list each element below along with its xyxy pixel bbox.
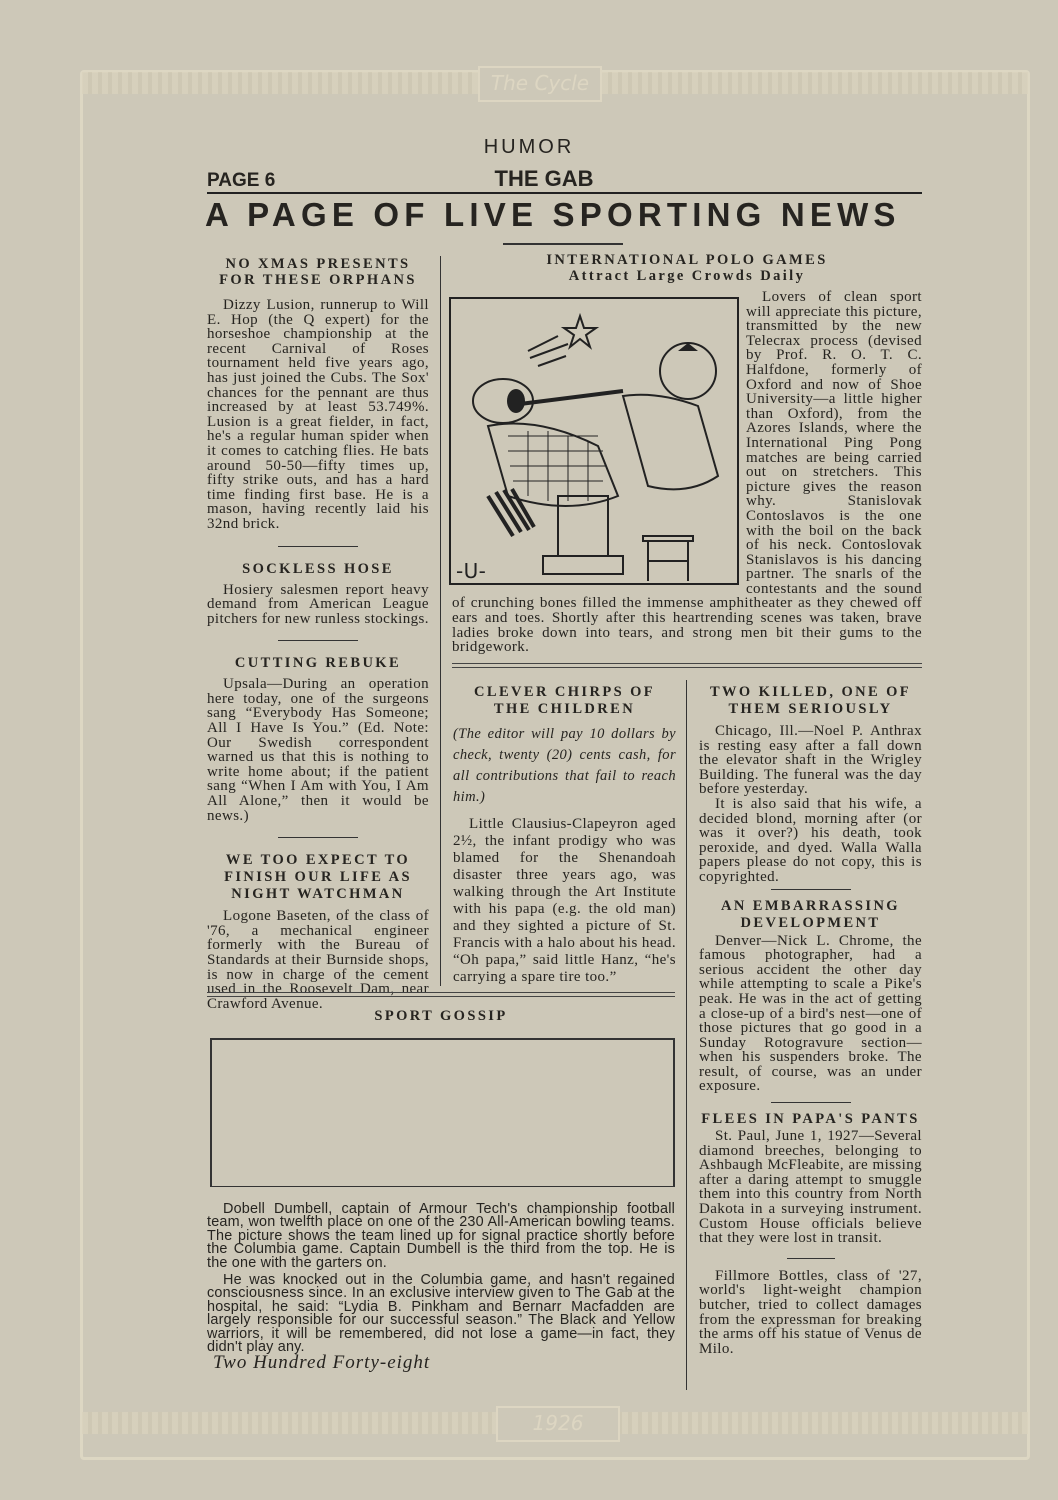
article-text: Dizzy Lusion, runnerup to Will E. Hop (the Q expert) for the horseshoe championship at the recent Carnival of Roses tournament held five years ago, has just joined the Cubs. The Sox' chances for the pennant are thus increased by at least 53.749%. Lusion is a great fielder, in fact, he's a regular human spider when it comes to catching flies. He bats around 50-50—fifty times up, fifty strike outs, and has a hard time finding first base. He is a mason, having recently laid his 32nd brick. xyxy=(207,297,429,532)
article-orphans xyxy=(207,256,429,532)
article-flees xyxy=(699,1111,922,1246)
cartoon-signature: -U- xyxy=(456,559,487,583)
team-photo-placeholder xyxy=(210,1038,675,1187)
article-text: Upsala—During an operation here today, one of the surgeons sang “Everybody Has Someone; All I Have Is You.” (Ed. Note: Our Swedish correspondent warned us that this is nothing to write home about; if the patient sang “When I Am with You, I Am All Alone,” then it would be news.) xyxy=(207,676,429,824)
editor-note: (The editor will pay 10 dollars by check, twenty (20) cents cash, for all contributions that fail to reach him.) xyxy=(453,726,676,805)
article-text: Dobell Dumbell, captain of Armour Tech's championship football team, won twelfth place on one of the 230 All-American bowling teams. The picture shows the team lined up for signal practice shortly before the Columbia game. Captain Dumbell is the third from the top. He is the one with the garters on. xyxy=(207,1201,675,1271)
article-heading: SPORT GOSSIP xyxy=(374,1008,508,1024)
article-text: Hosiery salesmen report heavy demand from American League pitchers for new runless stockings. xyxy=(207,581,429,627)
divider xyxy=(278,837,358,838)
article-text: Denver—Nick L. Chrome, the famous photographer, had a serious accident the other day while attempting to scale a Pike's peak. He was in the act of getting a close-up of a bird's nest—one of those pictures that go good in a Sunday Rotogravure section—when his suspenders broke. The result, of course, was an under exposure. xyxy=(699,932,922,1095)
left-column xyxy=(207,256,429,1011)
article-heading: SOCKLESS HOSE xyxy=(242,560,394,577)
divider xyxy=(787,1258,835,1259)
article-heading: CUTTING REBUKE xyxy=(234,655,402,672)
article-fillmore xyxy=(699,1269,922,1357)
top-ornament-label: The Cycle xyxy=(478,66,602,102)
divider xyxy=(278,546,358,547)
article-two-killed xyxy=(699,684,922,885)
headline-underline xyxy=(503,243,623,245)
article-heading: TWO KILLED, ONE OF THEM SERIOUSLY xyxy=(709,684,912,717)
article-clever-chirps xyxy=(453,684,676,986)
cartoon-image xyxy=(448,296,740,586)
column-divider-right xyxy=(686,680,687,1390)
article-heading: AN EMBARRASSING DEVELOPMENT xyxy=(720,897,900,931)
page-headline: A PAGE OF LIVE SPORTING NEWS xyxy=(205,196,901,233)
article-sport-gossip xyxy=(207,1008,675,1354)
article-heading: WE TOO EXPECT TO FINISH OUR LIFE AS NIGHT WATCHMAN xyxy=(224,852,412,903)
article-heading: FLEES IN PAPA'S PANTS xyxy=(701,1111,920,1128)
right-column xyxy=(699,684,922,1356)
article-text: Chicago, Ill.—Noel P. Anthrax is resting easy after a fall down the elevator shaft in the Wrigley Building. The funeral was the day before yesterday. xyxy=(699,723,922,798)
article-text: Fillmore Bottles, class of '27, world's light-weight champion butcher, tried to collect damages from the expressman for breaking the arms off his statue of Venus de Milo. xyxy=(699,1267,922,1357)
header-rule xyxy=(207,192,922,194)
article-heading: NO XMAS PRESENTS FOR THESE ORPHANS xyxy=(219,256,417,288)
article-text: St. Paul, June 1, 1927—Several diamond breeches, belonging to Ashbaugh McFleabite, are missing after a daring attempt to smuggle them into this country from North Dakota in a surveying instrument. Custom House officials believe that they were lost in transit. xyxy=(699,1128,922,1247)
article-embarrassing xyxy=(699,898,922,1095)
gossip-double-rule xyxy=(207,992,675,997)
divider xyxy=(771,889,851,890)
article-text: It is also said that his wife, a decided blond, morning after (or was it over?) his death, took peroxide, and dyed. Walla Walla papers please do not copy, this is copyrighted. xyxy=(699,795,922,885)
article-sockless-hose xyxy=(207,561,429,627)
article-text: Lovers of clean sport will appreciate this picture, transmitted by the new Telecrax process (devised by Prof. R. O. T. C. Halfdone, formerly of Oxford and now of Shoe University—a little higher than Oxford), from the Azores Islands, where the International Ping Pong matches are being carried out on stretchers. This picture gives the reason why. Stanislovak Contoslavos is the one with the boil on the back of his neck. Contoslovak Stanislavos is his dancing partner. The snarls of the contestants and the sound of crunching bones filled the immense amphitheater as they chewed off ears and toes. Shortly after this heartrending scenes was taken, brave ladies broke down into tears, and strong men bit their gums to the bridgework. xyxy=(452,289,922,656)
gossip-body xyxy=(207,1203,675,1354)
divider xyxy=(771,1102,851,1103)
article-text: He was knocked out in the Columbia game, and hasn't regained consciousness since. In an exclusive interview given to The Gab at the hospital, he said: “Lydia B. Pinkham and Bernarr Macfadden are largely responsible for our successful season.” The Black and Yellow warriors, it will be remembered, did not lose a game—in fact, they didn't play any. xyxy=(207,1272,675,1356)
star-icon xyxy=(564,316,596,347)
article-heading: INTERNATIONAL POLO GAMES xyxy=(546,252,828,268)
article-text: Logone Baseten, of the class of '76, a mechanical engineer formerly with the Bureau of Standards at their Burnside shops, is now in charge of the cement used in the Roosevelt Dam, near Crawford Avenue. xyxy=(207,908,429,1012)
divider xyxy=(278,640,358,641)
section-label: HUMOR xyxy=(483,136,575,158)
article-polo xyxy=(452,252,922,655)
article-subheading: Attract Large Crowds Daily xyxy=(568,268,806,284)
column-divider-left xyxy=(440,256,441,986)
section-double-rule xyxy=(452,663,922,668)
paper-name: THE GAB xyxy=(494,166,594,191)
article-night-watchman xyxy=(207,852,429,1011)
article-text: Little Clausius-Clapeyron aged 2½, the infant prodigy who was blamed for the Shenandoah disaster three years ago, was walking through the Art Institute with his papa (e.g. the old man) and they sighted a picture of St. Francis with a halo about his head. “Oh papa,” said little Hanz, “he's carrying a spare tire too.” xyxy=(453,816,676,985)
page-label: PAGE 6 xyxy=(207,170,276,191)
article-heading: CLEVER CHIRPS OF THE CHILDREN xyxy=(474,684,655,717)
page-number-footer: Two Hundred Forty-eight xyxy=(213,1352,431,1373)
bottom-ornament-label: 1926 xyxy=(496,1406,620,1442)
article-cutting-rebuke xyxy=(207,655,429,823)
